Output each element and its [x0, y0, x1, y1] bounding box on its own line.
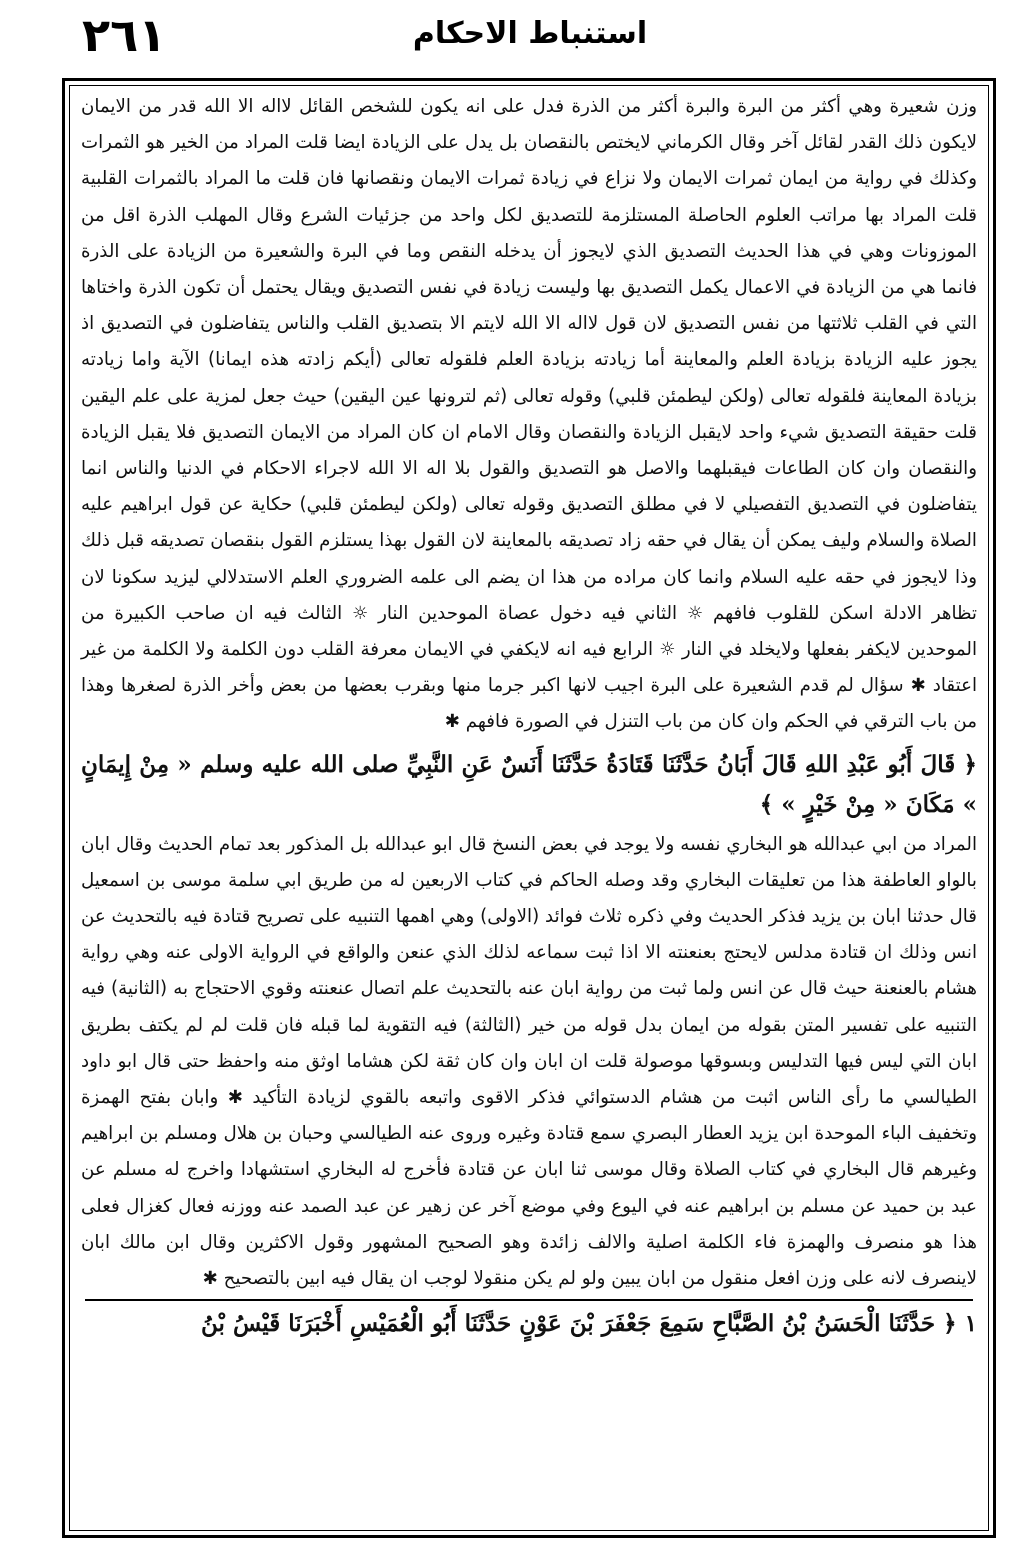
main-text — [81, 89, 977, 1527]
running-title: استنباط الاحكام — [412, 16, 648, 51]
page-header — [70, 8, 990, 74]
divider — [85, 1299, 973, 1301]
page-number: ٢٦١ — [82, 8, 167, 62]
commentary-paragraph: وزن شعيرة وهي أكثر من البرة والبرة أكثر من الذرة فدل على انه يكون للشخص القائل لااله الا الله قدر من الايمان لايكون ذلك القدر لقائل آخر وقال الكرماني لايختص بالنقصان بل يدل على الزيادة ايضا قلت المراد من الخير هو الثمرات وكذلك في رواية من ايمان ثمرات الايمان ولا نزاع في زيادة ثمرات الايمان ونقصانها فان قلت ما المراد بالثمرات القلبية قلت المراد بها مراتب العلوم الحاصلة المستلزمة للتصديق لكل واحد من جزئيات الشرع وقال المهلب الذرة اقل من الموزونات وهي في هذا الحديث التصديق الذي لايجوز أن يدخله النقص وما في البرة والشعيرة من الزيادة على الذرة فانما هي من الزيادة في الاعمال يكمل التصديق بها وليست زيادة في نفس التصديق ويقال يحتمل أن تكون الذرة واختاها التي في القلب ثلاثتها من نفس التصديق لان قول لااله الا الله لايتم الا بتصديق القلب والناس يتفاضلون في التصديق اذ يجوز عليه الزيادة بزيادة العلم والمعاينة أما زيادته بزيادة العلم فلقوله تعالى (أيكم زادته هذه ايمانا) الآية واما زيادته بزيادة المعاينة فلقوله تعالى (ولكن ليطمئن قلبي) وقوله تعالى (ثم لترونها عين اليقين) حيث جعل لمزية على علم اليقين قلت حقيقة التصديق شيء واحد لايقبل الزيادة والنقصان وقال الامام ان كان المراد من الايمان التصديق فلا يقبل الزيادة والنقصان وان كان الطاعات فيقبلهما والاصل هو التصديق والقول بلا اله الا الله لاجراء الاحكام في الدنيا والناس انما يتفاضلون في التصديق التفصيلي لا في مطلق التصديق وقوله تعالى (ولكن ليطمئن قلبي) حكاية عن قول ابراهيم عليه الصلاة والسلام وليف يمكن أن يقال في حقه زاد تصديقه بالمعاينة لان القول بهذا يستلزم القول بنقصان تصديقه قبل ذلك وذا لايجوز في حقه عليه السلام وانما كان مراده من هذا ان يضم الى علمه الضروري العلم الاستدلالي ليزيد سكونا لان تظاهر الادلة اسكن للقلوب فافهم ☼ الثاني فيه دخول عصاة الموحدين النار ☼ الثالث فيه ان صاحب الكبيرة من الموحدين لايكفر بفعلها ولايخلد في النار ☼ الرابع فيه انه لايكفي في الايمان معرفة القلب دون الكلمة ولا الكلمة من غير اعتقاد ✱ سؤال لم قدم الشعيرة على البرة اجيب لانها اكبر جرما منها وبقرب بعضها من بعض وأخر الذرة لصغرها وهذا من باب الترقي في الحكم وان كان من باب التنزل في الصورة فافهم ✱ — [81, 96, 977, 733]
hadith-text: ١ ﴿ حَدَّثَنَا الْحَسَنُ بْنُ الصَّبَّاحِ سَمِعَ جَعْفَرَ بْنَ عَوْنٍ حَدَّثَنَا أَبُو الْعُمَيْسِ أَخْبَرَنَا قَيْسُ بْنُ — [201, 1310, 977, 1338]
text-frame — [62, 78, 996, 1538]
commentary-paragraph: المراد من ابي عبدالله هو البخاري نفسه ولا يوجد في بعض النسخ قال ابو عبدالله بل المذكور بعد تمام الحديث وقال ابان بالواو العاطفة هذا من تعليقات البخاري وقد وصله الحاكم في كتاب الاربعين له من طريق ابي سلمة موسى بن اسمعيل قال حدثنا ابان بن يزيد فذكر الحديث وفي ذكره ثلاث فوائد (الاولى) وهي اهمها التنبيه على تصريح قتادة فيه بالتحديث عن انس وذلك ان قتادة مدلس لايحتج بعنعنته الا اذا ثبت سماعه لذلك الذي عنعن والواقع في الرواية الاولى عنه وهي رواية هشام بالعنعنة حيث قال عن انس ولما ثبت من رواية ابان عنه بالتحديث علم اتصال عنعنته وقوي الاحتجاج به (الثانية) فيه التنبيه على تفسير المتن بقوله من ايمان بدل قوله من خير (الثالثة) فيه التقوية لما قبله فان قلت لم لم يكتف بطريق ابان التي ليس فيها التدليس وبسوقها موصولة قلت ان ابان وان كان ثقة لكن هشاما اوثق منه واحفظ حتى قال ابو داود الطيالسي ما رأى الناس اثبت من هشام الدستوائي فذكر الاقوى واتبعه بالقوي لزيادة التأكيد ✱ وابان بفتح الهمزة وتخفيف الباء الموحدة ابن يزيد العطار البصري سمع قتادة وغيره وروى عنه الطيالسي وحبان بن هلال ومسلم بن ابراهيم وغيرهم قال البخاري في كتاب الصلاة وقال موسى ثنا ابان عن قتادة فأخرج له البخاري استشهادا واخرج له مسلم عن عبد بن حميد عن مسلم بن ابراهيم عنه في اليوع وفي موضع آخر عن زهير عن عبد الصمد عنه ووزنه فعال كغزال فعلى هذا هو منصرف والهمزة فاء الكلمة اصلية والالف زائدة وهو الصحيح المشهور وقول الاكثرين وقال ابن مالك ابان لاينصرف لانه على وزن افعل منقول من ابان يبين ولو لم يكن منقولا لوجب ان يقال فيه ابين بالتصحيح ✱ — [81, 833, 977, 1290]
hadith-text: ﴿ قَالَ أَبُو عَبْدِ اللهِ قَالَ أَبَانُ حَدَّثَنَا قَتَادَةُ حَدَّثَنَا أَنَسٌ عَنِ النَّبِيِّ صلى الله عليه وسلم « مِنْ إِيمَانٍ » مَكَانَ « مِنْ خَيْرٍ » ﴾ — [81, 750, 977, 818]
